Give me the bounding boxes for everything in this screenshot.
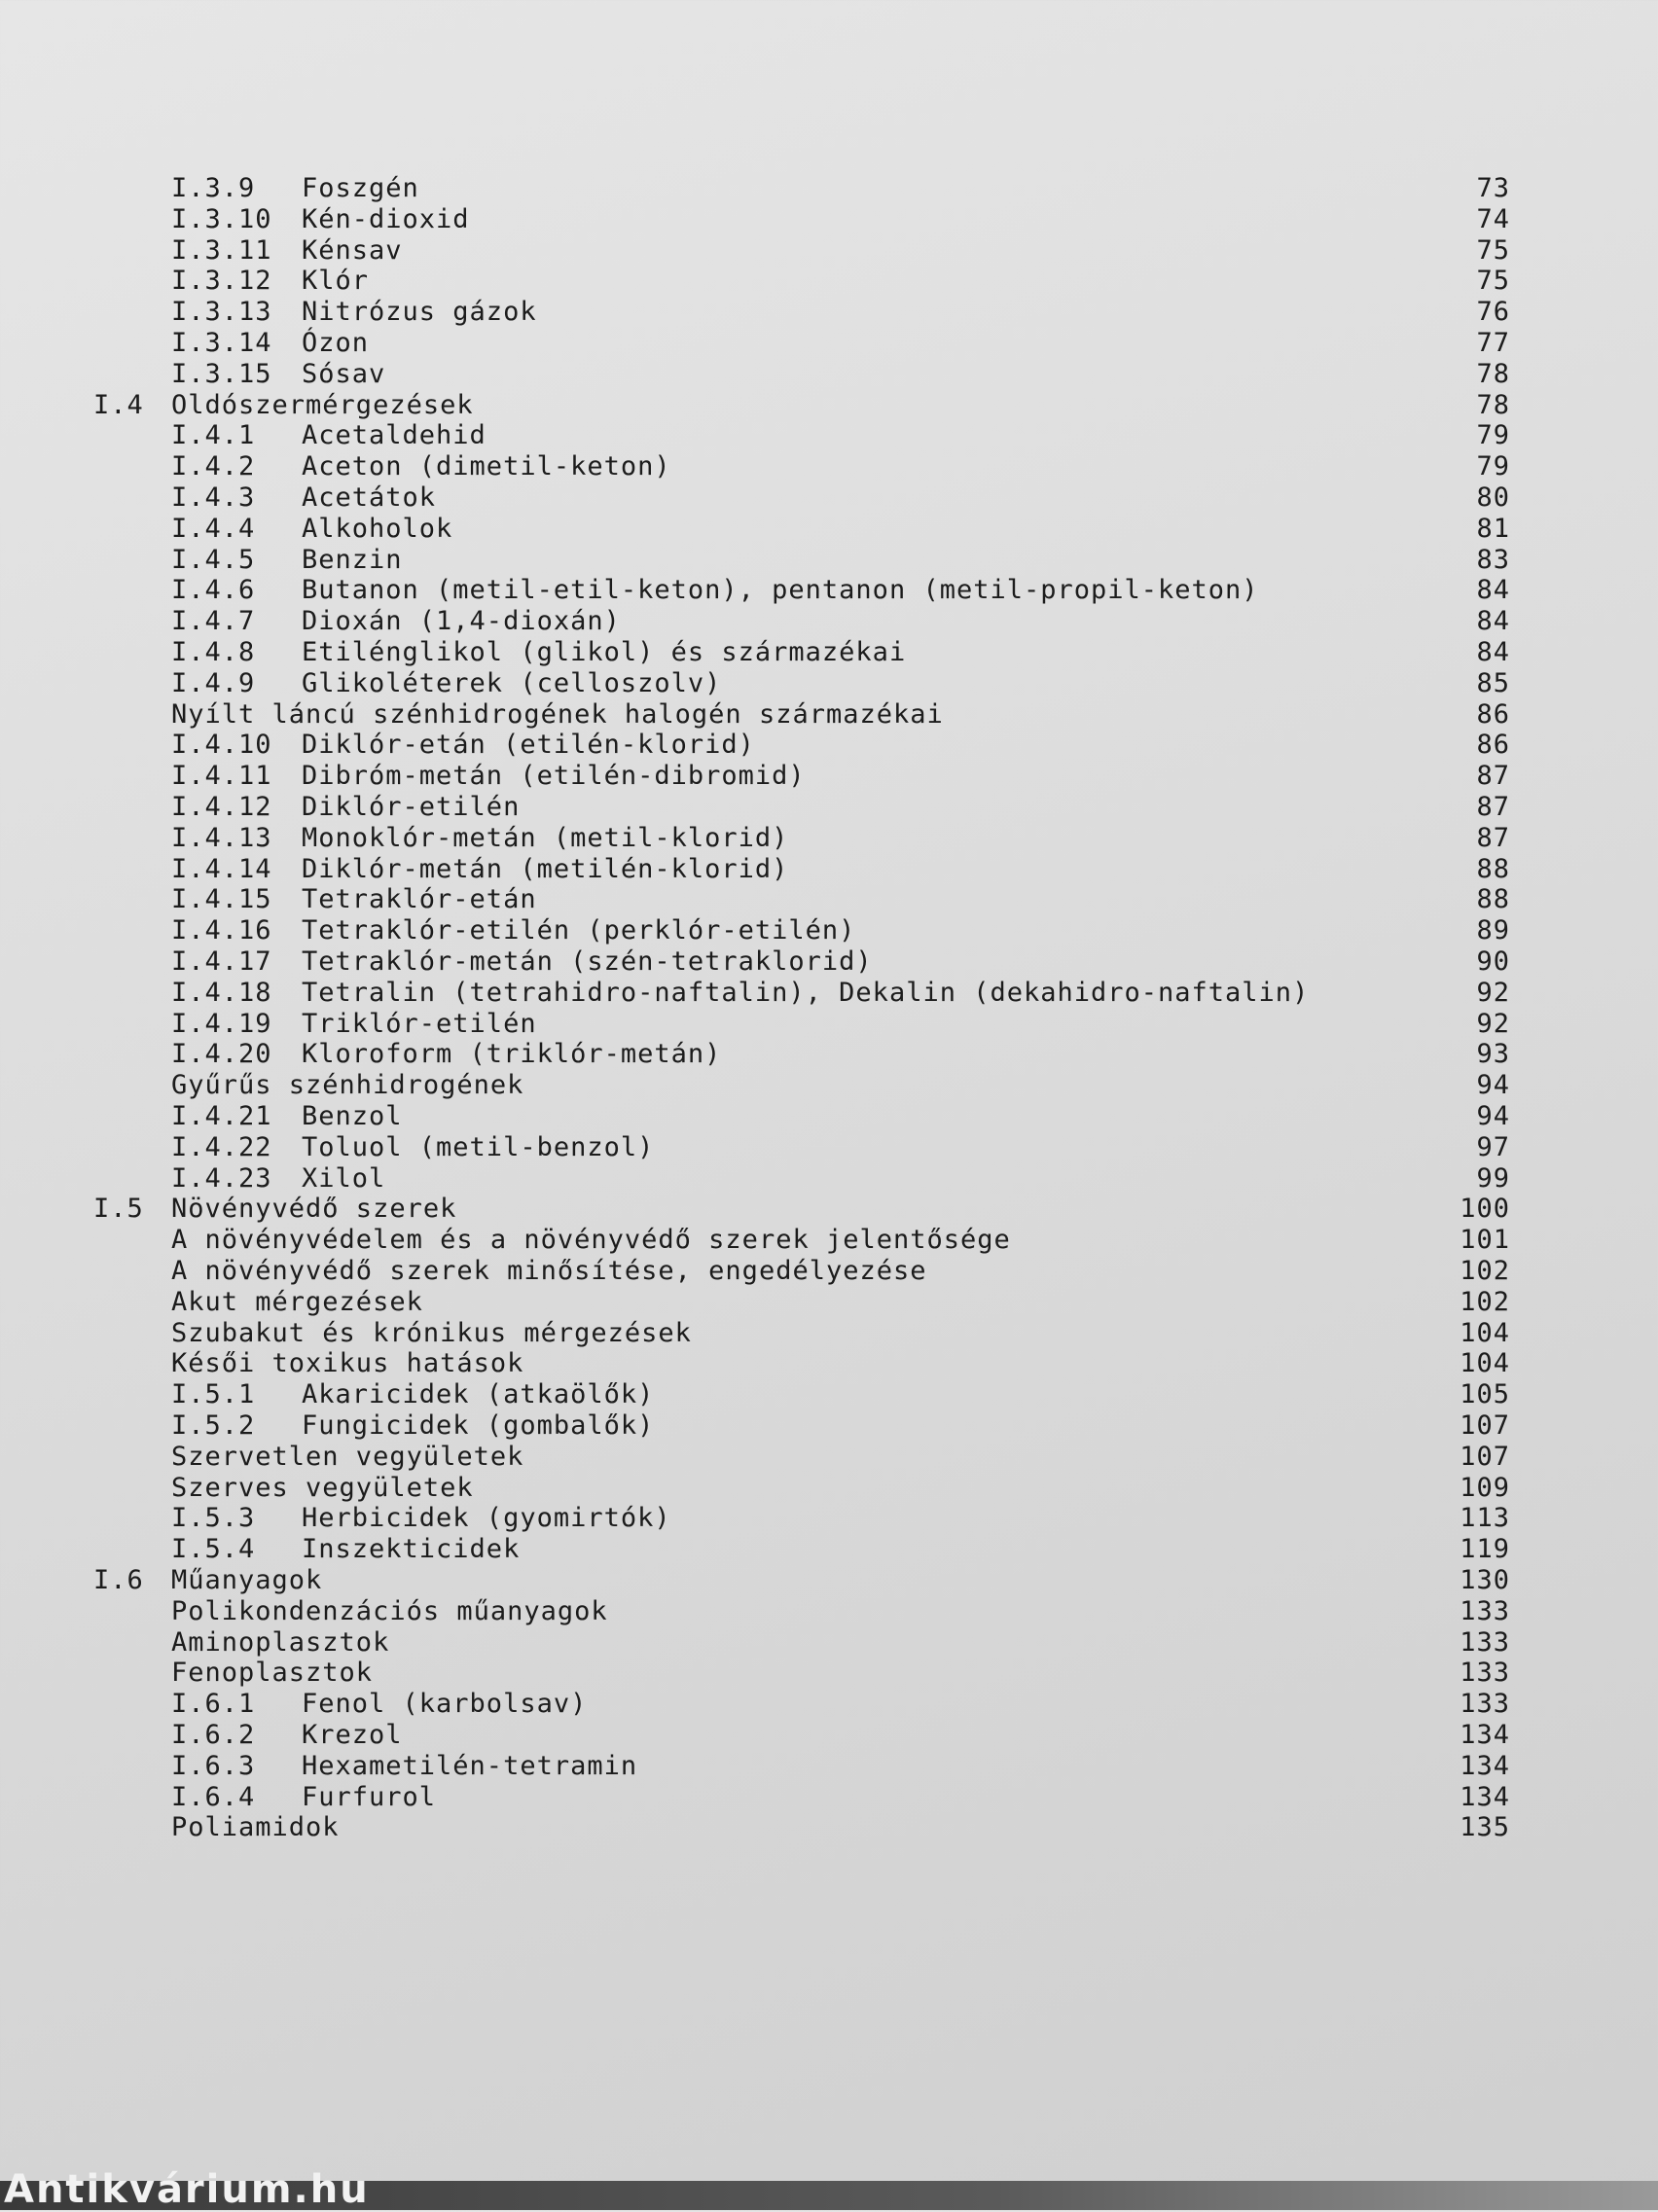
toc-page-number: 105 bbox=[1460, 1379, 1510, 1410]
toc-page-number: 97 bbox=[1476, 1131, 1510, 1162]
toc-entry-number: I.5.4 bbox=[171, 1534, 256, 1565]
toc-entry-title: Gyűrűs szénhidrogének bbox=[171, 1070, 524, 1101]
toc-entry-title: Hexametilén-tetramin bbox=[302, 1750, 638, 1781]
toc-page-number: 102 bbox=[1460, 1256, 1510, 1286]
toc-entry bbox=[0, 1318, 1658, 1349]
toc-entry-number: I.3.15 bbox=[171, 358, 272, 389]
toc-entry-number: I.4.13 bbox=[171, 822, 272, 853]
toc-entry bbox=[0, 1009, 1658, 1040]
toc-entry bbox=[0, 1256, 1658, 1287]
toc-entry bbox=[0, 482, 1658, 514]
toc-page-number: 84 bbox=[1476, 637, 1510, 667]
watermark-banner bbox=[0, 2167, 1658, 2212]
toc-entry-title: Sósav bbox=[302, 358, 386, 389]
toc-page-number: 133 bbox=[1460, 1689, 1510, 1720]
toc-entry-number: I.5.2 bbox=[171, 1410, 256, 1441]
toc-page-number: 99 bbox=[1476, 1162, 1510, 1194]
toc-entry-title: Furfurol bbox=[302, 1781, 437, 1812]
toc-page-number: 94 bbox=[1476, 1101, 1510, 1131]
toc-page-number: 93 bbox=[1476, 1039, 1510, 1070]
toc-page-number: 92 bbox=[1476, 977, 1510, 1008]
toc-entry bbox=[0, 1782, 1658, 1813]
toc-page-number: 107 bbox=[1460, 1441, 1510, 1472]
toc-entry-number: I.6.3 bbox=[171, 1750, 256, 1781]
toc-entry bbox=[0, 1751, 1658, 1782]
toc-page-number: 78 bbox=[1476, 389, 1510, 420]
toc-entry bbox=[0, 1565, 1658, 1596]
toc-page-number: 75 bbox=[1476, 266, 1510, 297]
toc-entry-number: I.6.2 bbox=[171, 1720, 256, 1750]
toc-entry bbox=[0, 235, 1658, 267]
toc-page-number: 130 bbox=[1460, 1565, 1510, 1595]
toc-entry bbox=[0, 823, 1658, 854]
toc-page-number: 135 bbox=[1460, 1812, 1510, 1843]
toc-entry-number: I.4.2 bbox=[171, 451, 256, 482]
toc-entry bbox=[0, 1039, 1658, 1070]
toc-entry-title: Polikondenzációs műanyagok bbox=[171, 1595, 608, 1626]
toc-page-number: 104 bbox=[1460, 1348, 1510, 1379]
toc-entry bbox=[0, 1473, 1658, 1504]
toc-page-number: 100 bbox=[1460, 1194, 1510, 1225]
toc-entry bbox=[0, 884, 1658, 915]
toc-entry-number: I.4.20 bbox=[171, 1039, 272, 1070]
toc-entry-number: I.4.21 bbox=[171, 1101, 272, 1131]
toc-entry-number: I.5.1 bbox=[171, 1379, 256, 1410]
toc-entry bbox=[0, 1379, 1658, 1410]
toc-entry-title: Szervetlen vegyületek bbox=[171, 1441, 524, 1472]
toc-entry bbox=[0, 1503, 1658, 1534]
toc-page-number: 134 bbox=[1460, 1750, 1510, 1781]
toc-entry-title: Dioxán (1,4-dioxán) bbox=[302, 606, 621, 637]
toc-entry-title: Alkoholok bbox=[302, 513, 453, 544]
toc-page-number: 76 bbox=[1476, 297, 1510, 328]
toc-page-number: 113 bbox=[1460, 1503, 1510, 1534]
toc-page-number: 86 bbox=[1476, 730, 1510, 761]
toc-entry bbox=[0, 1812, 1658, 1843]
toc-entry-number: I.3.13 bbox=[171, 297, 272, 328]
toc-entry-title: Tetraklór-etilén (perklór-etilén) bbox=[302, 915, 856, 946]
toc-entry bbox=[0, 173, 1658, 204]
toc-entry-title: Fungicidek (gombalők) bbox=[302, 1410, 655, 1441]
toc-entry-title: Akut mérgezések bbox=[171, 1286, 423, 1317]
toc-entry-number: I.4.12 bbox=[171, 792, 272, 822]
toc-entry bbox=[0, 575, 1658, 606]
toc-entry bbox=[0, 1410, 1658, 1442]
toc-entry bbox=[0, 1627, 1658, 1659]
toc-entry-title: Műanyagok bbox=[171, 1565, 323, 1595]
toc-page-number: 88 bbox=[1476, 884, 1510, 915]
toc-entry bbox=[0, 359, 1658, 390]
toc-entry-number: I.5.3 bbox=[171, 1503, 256, 1534]
toc-entry-number: I.6.1 bbox=[171, 1689, 256, 1720]
toc-entry bbox=[0, 514, 1658, 545]
toc-page-number: 79 bbox=[1476, 451, 1510, 482]
toc-entry-title: A növényvédelem és a növényvédő szerek jelentősége bbox=[171, 1225, 1011, 1256]
toc-entry-title: Aceton (dimetil-keton) bbox=[302, 451, 671, 482]
toc-entry-title: Diklór-etilén bbox=[302, 792, 521, 822]
toc-entry-number: I.4.10 bbox=[171, 730, 272, 761]
toc-entry bbox=[0, 637, 1658, 668]
toc-entry-title: Ózon bbox=[302, 328, 370, 358]
toc-page-number: 102 bbox=[1460, 1286, 1510, 1317]
toc-entry-title: Klór bbox=[302, 266, 370, 297]
toc-page-number: 92 bbox=[1476, 1008, 1510, 1039]
toc-entry bbox=[0, 328, 1658, 359]
toc-page-number: 104 bbox=[1460, 1317, 1510, 1348]
toc-page-number: 86 bbox=[1476, 698, 1510, 730]
toc-entry bbox=[0, 204, 1658, 235]
toc-page-number: 133 bbox=[1460, 1595, 1510, 1626]
toc-entry bbox=[0, 1163, 1658, 1195]
toc-page-number: 85 bbox=[1476, 667, 1510, 698]
toc-entry bbox=[0, 545, 1658, 576]
toc-page-number: 94 bbox=[1476, 1070, 1510, 1101]
toc-entry-title: Aminoplasztok bbox=[171, 1626, 390, 1658]
toc-entry bbox=[0, 1596, 1658, 1627]
toc-page-number: 89 bbox=[1476, 915, 1510, 946]
toc-entry-title: Szerves vegyületek bbox=[171, 1472, 474, 1503]
toc-entry-title: Xilol bbox=[302, 1162, 386, 1194]
toc-entry bbox=[0, 1689, 1658, 1720]
toc-entry-title: Benzol bbox=[302, 1101, 403, 1131]
toc-entry-title: Kénsav bbox=[302, 234, 403, 266]
toc-entry-title: Butanon (metil-etil-keton), pentanon (metil-propil-keton) bbox=[302, 575, 1259, 606]
toc-entry-number: I.4.3 bbox=[171, 482, 256, 513]
toc-entry-number: I.4.7 bbox=[171, 606, 256, 637]
toc-entry-number: I.3.9 bbox=[171, 173, 256, 203]
toc-entry bbox=[0, 1225, 1658, 1256]
toc-entry-number: I.4.8 bbox=[171, 637, 256, 667]
toc-entry bbox=[0, 915, 1658, 946]
toc-entry-number: I.4.19 bbox=[171, 1008, 272, 1039]
toc-page-number: 87 bbox=[1476, 822, 1510, 853]
toc-entry bbox=[0, 1132, 1658, 1163]
toc-page-number: 77 bbox=[1476, 328, 1510, 358]
toc-entry bbox=[0, 854, 1658, 885]
toc-entry-number: I.4.22 bbox=[171, 1131, 272, 1162]
toc-entry bbox=[0, 266, 1658, 297]
toc-entry-title: Diklór-etán (etilén-klorid) bbox=[302, 730, 755, 761]
toc-entry-title: Tetraklór-etán bbox=[302, 884, 537, 915]
toc-entry-title: Monoklór-metán (metil-klorid) bbox=[302, 822, 789, 853]
toc-entry-title: Növényvédő szerek bbox=[171, 1194, 457, 1225]
toc-entry bbox=[0, 1287, 1658, 1318]
toc-entry-title: Triklór-etilén bbox=[302, 1008, 537, 1039]
toc-entry-number: I.4.6 bbox=[171, 575, 256, 606]
toc-entry-number: I.4.18 bbox=[171, 977, 272, 1008]
toc-entry-title: Herbicidek (gyomirtók) bbox=[302, 1503, 671, 1534]
toc-page-number: 134 bbox=[1460, 1720, 1510, 1750]
toc-page-number: 80 bbox=[1476, 482, 1510, 513]
toc-entry-title: Fenol (karbolsav) bbox=[302, 1689, 588, 1720]
toc-page-number: 88 bbox=[1476, 853, 1510, 884]
toc-entry bbox=[0, 1194, 1658, 1225]
toc-entry-title: Oldószermérgezések bbox=[171, 389, 474, 420]
toc-entry bbox=[0, 451, 1658, 482]
toc-entry bbox=[0, 1070, 1658, 1101]
toc-page-number: 101 bbox=[1460, 1225, 1510, 1256]
toc-section-number: I.4 bbox=[93, 389, 144, 420]
toc-entry bbox=[0, 1658, 1658, 1689]
toc-entry-title: Akaricidek (atkaölők) bbox=[302, 1379, 655, 1410]
toc-entry-number: I.3.12 bbox=[171, 266, 272, 297]
toc-entry-number: I.4.9 bbox=[171, 667, 256, 698]
toc-entry-title: Acetaldehid bbox=[302, 420, 487, 451]
toc-page-number: 79 bbox=[1476, 420, 1510, 451]
toc-entry-title: Diklór-metán (metilén-klorid) bbox=[302, 853, 789, 884]
toc-entry-number: I.3.10 bbox=[171, 203, 272, 234]
toc-page-number: 74 bbox=[1476, 203, 1510, 234]
toc-entry-title: Acetátok bbox=[302, 482, 437, 513]
toc-entry bbox=[0, 730, 1658, 761]
toc-entry-number: I.6.4 bbox=[171, 1781, 256, 1812]
toc-entry-title: Kén-dioxid bbox=[302, 203, 470, 234]
toc-page-number: 73 bbox=[1476, 173, 1510, 203]
toc-page-number: 81 bbox=[1476, 513, 1510, 544]
toc-page-number: 78 bbox=[1476, 358, 1510, 389]
toc-entry-number: I.4.11 bbox=[171, 761, 272, 792]
toc-entry-title: Toluol (metil-benzol) bbox=[302, 1131, 655, 1162]
toc-entry bbox=[0, 390, 1658, 421]
toc-entry bbox=[0, 1534, 1658, 1565]
toc-page-number: 87 bbox=[1476, 792, 1510, 822]
toc-entry-title: Glikoléterek (celloszolv) bbox=[302, 667, 722, 698]
toc-page-number: 133 bbox=[1460, 1658, 1510, 1689]
toc-entry bbox=[0, 792, 1658, 823]
toc-entry-title: Késői toxikus hatások bbox=[171, 1348, 524, 1379]
toc-page-number: 83 bbox=[1476, 544, 1510, 575]
toc-page-number: 75 bbox=[1476, 234, 1510, 266]
toc-entry-title: Inszekticidek bbox=[302, 1534, 521, 1565]
toc-entry-number: I.4.16 bbox=[171, 915, 272, 946]
toc-entry-title: Nitrózus gázok bbox=[302, 297, 537, 328]
toc-entry-title: Fenoplasztok bbox=[171, 1658, 374, 1689]
toc-entry bbox=[0, 761, 1658, 792]
toc-page-number: 133 bbox=[1460, 1626, 1510, 1658]
toc-entry-title: Kloroform (triklór-metán) bbox=[302, 1039, 722, 1070]
toc-entry-number: I.3.14 bbox=[171, 328, 272, 358]
toc-entry bbox=[0, 606, 1658, 637]
toc-page-number: 84 bbox=[1476, 606, 1510, 637]
toc-page-number: 119 bbox=[1460, 1534, 1510, 1565]
toc-page-number: 109 bbox=[1460, 1472, 1510, 1503]
toc-page-number: 87 bbox=[1476, 761, 1510, 792]
toc-entry-title: Poliamidok bbox=[171, 1812, 340, 1843]
toc-entry-title: Benzin bbox=[302, 544, 403, 575]
toc-section-number: I.5 bbox=[93, 1194, 144, 1225]
toc-entry-title: Nyílt láncú szénhidrogének halogén származékai bbox=[171, 698, 944, 730]
toc-entry bbox=[0, 978, 1658, 1009]
toc-entry-number: I.4.17 bbox=[171, 946, 272, 977]
toc-entry-number: I.4.5 bbox=[171, 544, 256, 575]
toc-entry bbox=[0, 1101, 1658, 1132]
toc-entry-title: Foszgén bbox=[302, 173, 419, 203]
toc-entry bbox=[0, 1348, 1658, 1379]
toc-entry-title: A növényvédő szerek minősítése, engedélyezése bbox=[171, 1256, 927, 1286]
toc-entry bbox=[0, 1720, 1658, 1751]
toc-entry-number: I.4.1 bbox=[171, 420, 256, 451]
toc-entry-number: I.4.4 bbox=[171, 513, 256, 544]
toc-entry-title: Szubakut és krónikus mérgezések bbox=[171, 1317, 692, 1348]
toc-entry-title: Etilénglikol (glikol) és származékai bbox=[302, 637, 907, 667]
toc-page-number: 107 bbox=[1460, 1410, 1510, 1441]
toc-entry bbox=[0, 420, 1658, 451]
toc-entry-title: Krezol bbox=[302, 1720, 403, 1750]
toc-entry bbox=[0, 297, 1658, 328]
toc-entry bbox=[0, 1442, 1658, 1473]
toc-entry bbox=[0, 946, 1658, 978]
toc-entry bbox=[0, 668, 1658, 699]
toc-entry bbox=[0, 699, 1658, 731]
toc-entry-number: I.4.23 bbox=[171, 1162, 272, 1194]
toc-page-number: 90 bbox=[1476, 946, 1510, 977]
toc-page-number: 134 bbox=[1460, 1781, 1510, 1812]
toc-entry-title: Dibróm-metán (etilén-dibromid) bbox=[302, 761, 806, 792]
toc-entry-number: I.4.15 bbox=[171, 884, 272, 915]
toc-entry-title: Tetraklór-metán (szén-tetraklorid) bbox=[302, 946, 873, 977]
toc-entry-number: I.3.11 bbox=[171, 234, 272, 266]
toc-entry-title: Tetralin (tetrahidro-naftalin), Dekalin (dekahidro-naftalin) bbox=[302, 977, 1310, 1008]
toc-entry-number: I.4.14 bbox=[171, 853, 272, 884]
toc-page-number: 84 bbox=[1476, 575, 1510, 606]
watermark-text: Antikvárium.hu bbox=[4, 2167, 370, 2212]
toc-section-number: I.6 bbox=[93, 1565, 144, 1595]
